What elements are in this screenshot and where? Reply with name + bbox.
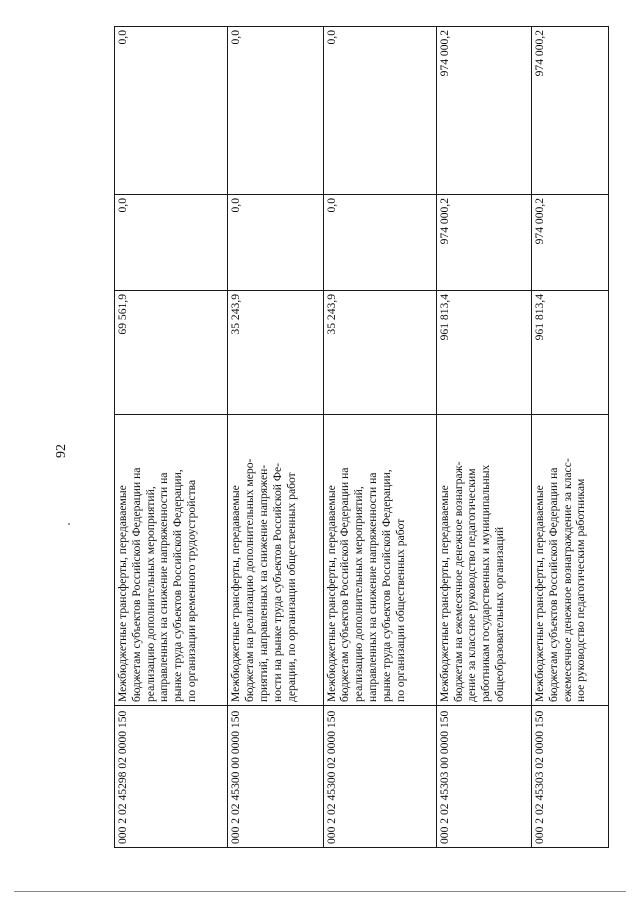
description-line: направленных на снижение напряженности на <box>157 472 171 702</box>
description-line: бюджетам субъектов Российской Федерации на <box>338 467 352 702</box>
description-line: бюджетам на ежемесячное денежное вознаграж- <box>451 461 465 702</box>
amount-cell-3: 0,0 <box>115 27 228 195</box>
budget-code-cell: 000 2 02 45298 02 0000 150 <box>115 706 228 848</box>
budget-table <box>114 26 609 848</box>
description-line: Межбюджетные трансферты, передаваемые <box>437 485 451 702</box>
table-row <box>436 27 531 848</box>
budget-table-body <box>115 27 609 848</box>
amount-cell-1: 961 813,4 <box>436 291 531 415</box>
description-cell <box>115 415 228 706</box>
amount-cell-2: 0,0 <box>228 195 323 291</box>
description-line: Межбюджетные трансферты, передаваемые <box>324 485 338 702</box>
table-row <box>532 27 609 848</box>
amount-cell-2: 974 000,2 <box>436 195 531 291</box>
amount-cell-1: 35 243,9 <box>323 291 436 415</box>
amount-cell-1: 35 243,9 <box>228 291 323 415</box>
amount-cell-3: 974 000,2 <box>532 27 609 195</box>
table-row <box>228 27 323 848</box>
amount-cell-2: 974 000,2 <box>532 195 609 291</box>
page-number: 92 <box>54 444 69 458</box>
description-cell <box>532 415 609 706</box>
scan-speck <box>68 523 70 525</box>
amount-cell-2: 0,0 <box>115 195 228 291</box>
description-line: ежемесячное денежное вознаграждение за класс- <box>560 458 574 702</box>
description-line: реализацию дополнительных мероприятий, <box>352 486 366 702</box>
description-line: бюджетам на реализацию дополнительных меро- <box>243 458 257 702</box>
description-line: общеобразовательных организаций <box>493 526 507 702</box>
amount-cell-3: 0,0 <box>228 27 323 195</box>
description-line: приятий, направленных на снижение напряжен- <box>256 464 270 702</box>
amount-cell-2: 0,0 <box>323 195 436 291</box>
budget-code-cell: 000 2 02 45300 00 0000 150 <box>228 706 323 848</box>
amount-cell-1: 961 813,4 <box>532 291 609 415</box>
description-line: ное руководство педагогическим работникам <box>574 478 588 702</box>
description-line: направленных на снижение напряженности на <box>365 472 379 702</box>
description-line: Межбюджетные трансферты, передаваемые <box>116 485 129 702</box>
description-cell <box>228 415 323 706</box>
rotated-table-container <box>114 30 609 848</box>
description-cell <box>323 415 436 706</box>
description-cell <box>436 415 531 706</box>
table-row <box>323 27 436 848</box>
description-line: дение за классное руководство педагогическим <box>465 468 479 702</box>
description-line: работникам государственных и муниципальных <box>479 464 493 702</box>
budget-code-cell: 000 2 02 45303 00 0000 150 <box>436 706 531 848</box>
description-line: рынке труда субъектов Российской Федерации, <box>171 469 185 702</box>
description-line: по организации общественных работ <box>393 518 407 702</box>
amount-cell-1: 69 561,9 <box>115 291 228 415</box>
amount-cell-3: 0,0 <box>323 27 436 195</box>
description-line: реализацию дополнительных мероприятий, <box>143 486 157 702</box>
amount-cell-3: 974 000,2 <box>436 27 531 195</box>
table-row <box>115 27 228 848</box>
description-line: по организации временного трудоустройства <box>184 479 198 702</box>
description-line: рынке труда субъектов Российской Федерации, <box>379 469 393 702</box>
description-line: бюджетам субъектов Российской Федерации на <box>129 467 143 702</box>
description-line: Межбюджетные трансферты, передаваемые <box>229 485 243 702</box>
description-line: дерации, по организации общественных работ <box>284 472 298 702</box>
description-line: Межбюджетные трансферты, передаваемые <box>533 485 547 702</box>
description-line: бюджетам субъектов Российской Федерации на <box>546 467 560 702</box>
budget-code-cell: 000 2 02 45300 02 0000 150 <box>323 706 436 848</box>
budget-code-cell: 000 2 02 45303 02 0000 150 <box>532 706 609 848</box>
description-line: ности на рынке труда субъектов Российской Фе- <box>270 462 284 702</box>
scan-edge-line <box>14 891 626 892</box>
